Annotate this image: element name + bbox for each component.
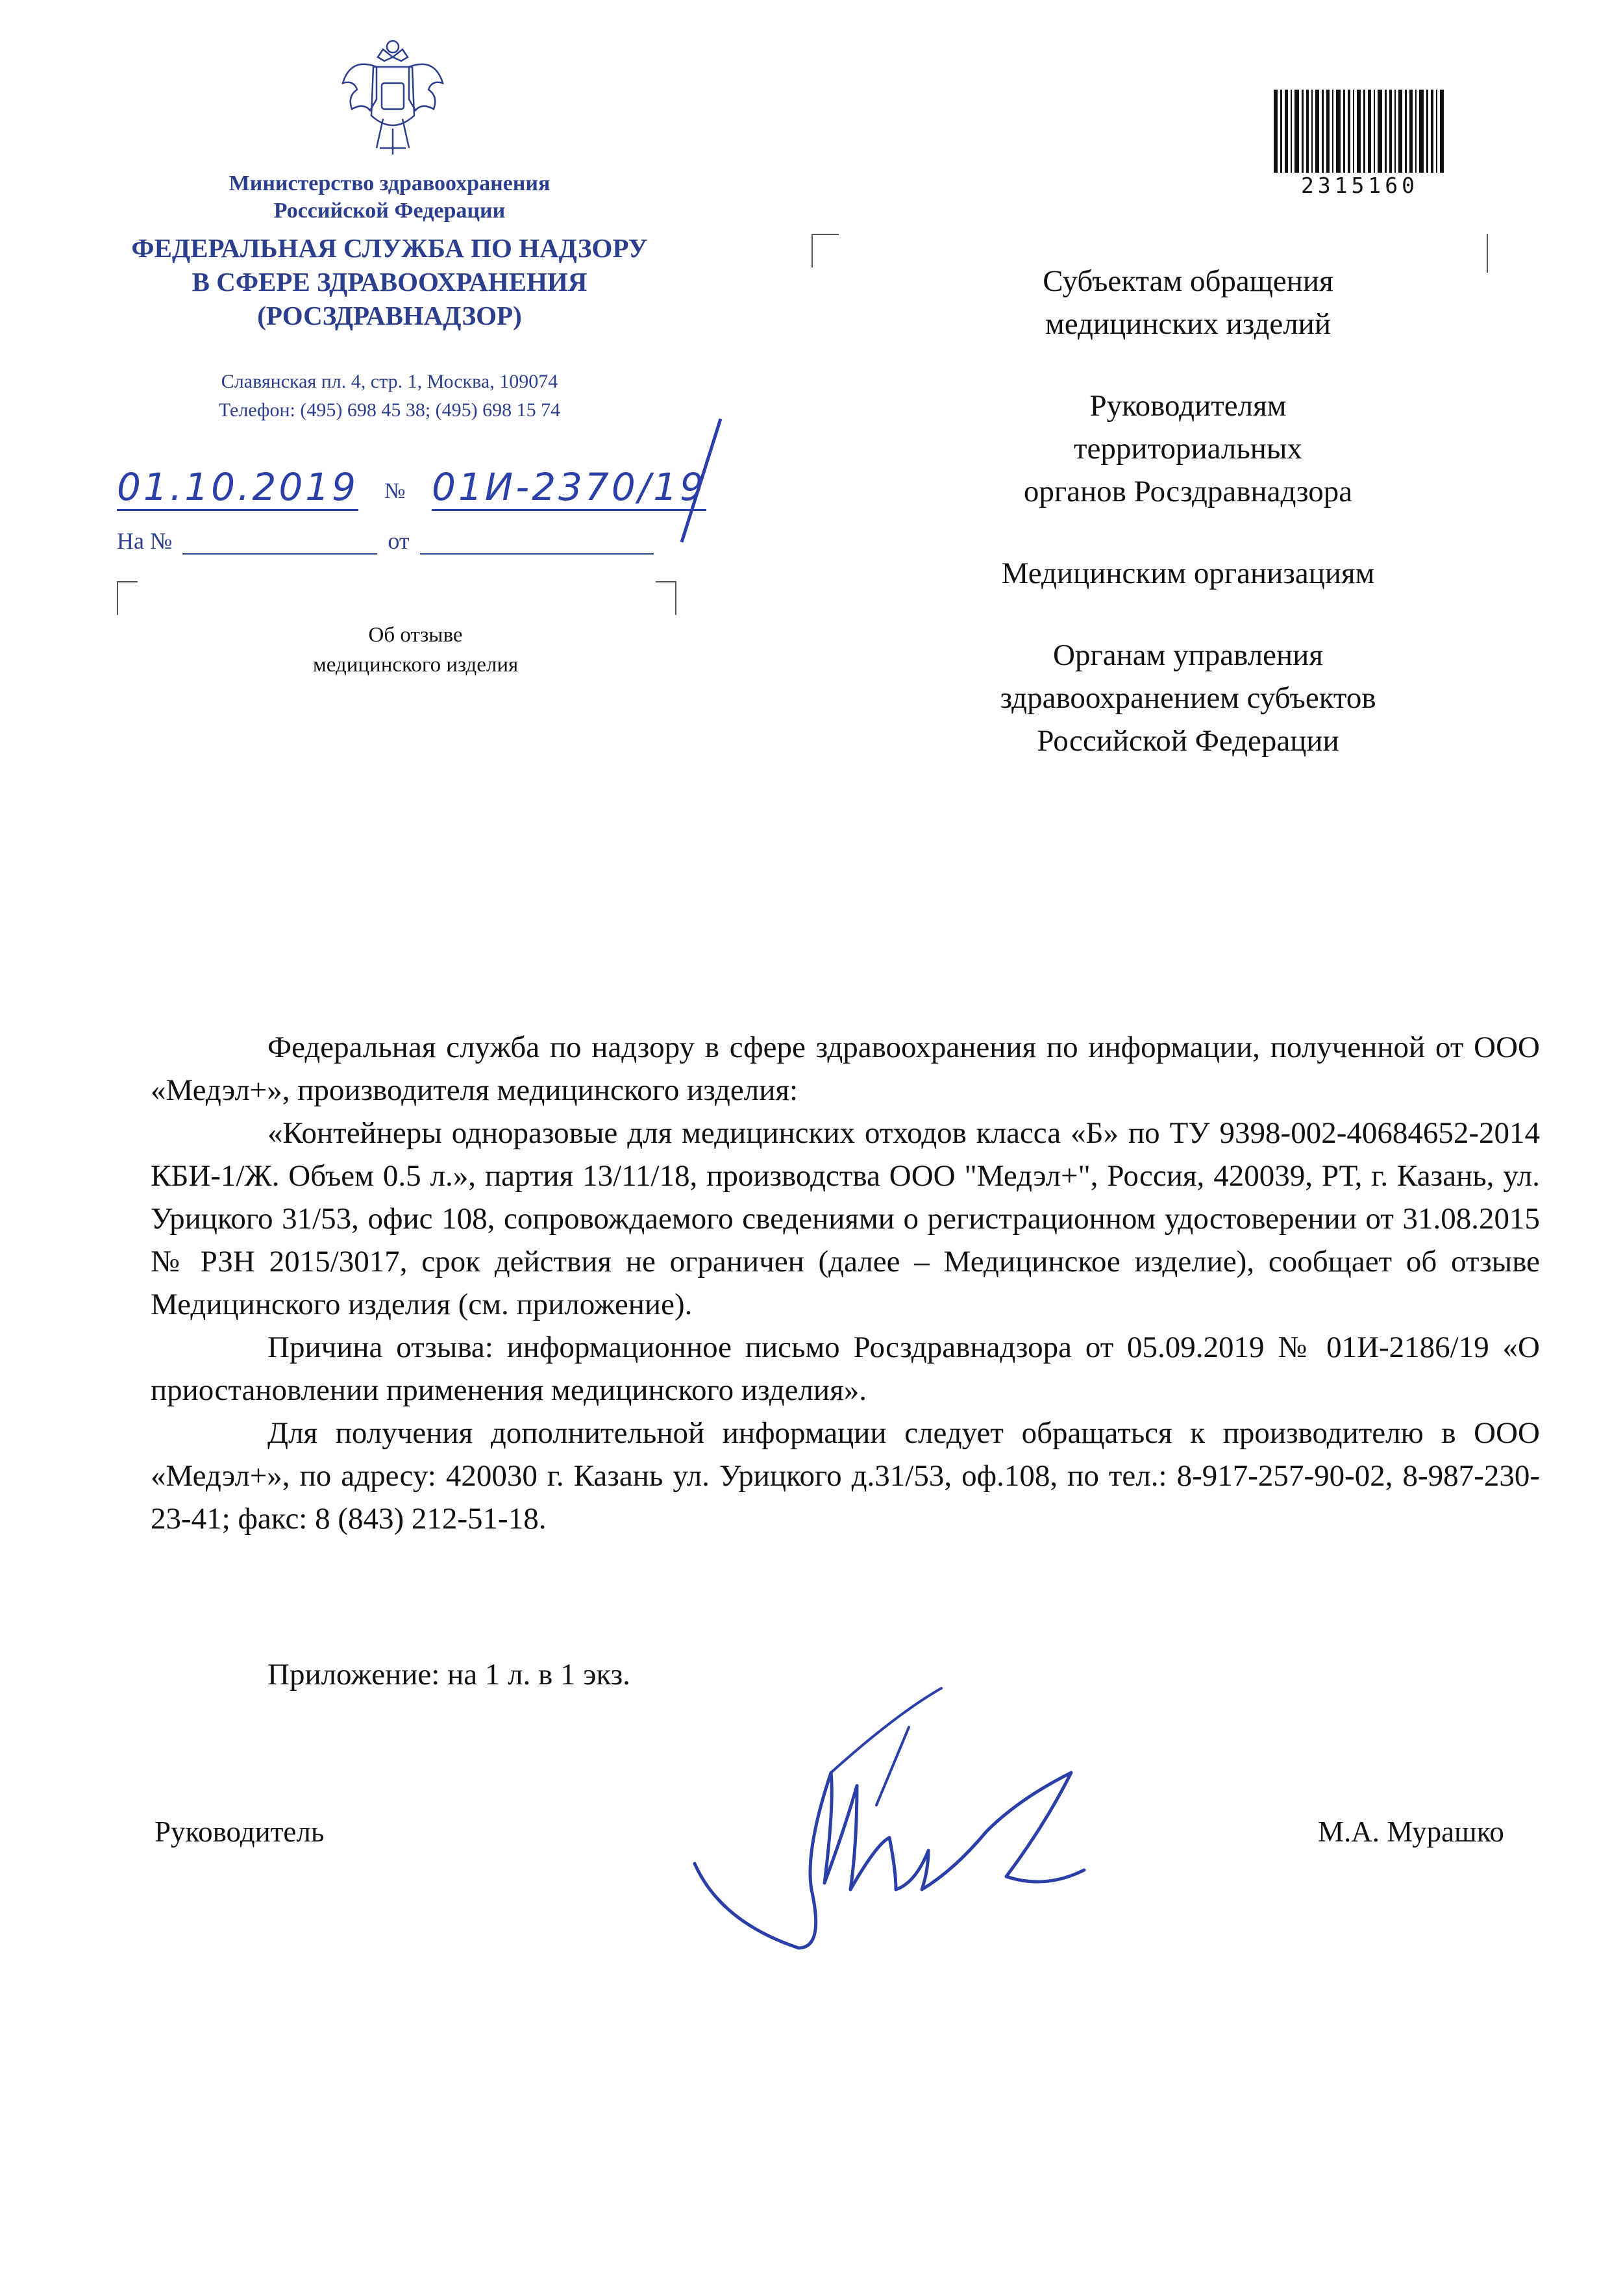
recipients-block	[863, 260, 1513, 801]
corner-mark	[656, 581, 676, 615]
body-paragraph: Для получения дополнительной информации следует обращаться к производителю в ООО «Медэл+», по адресу: 420030 г. Казань ул. Урицкого д.31/53, оф.108, по тел.: 8-917-257-90-02, 8-987-230-23-41; факс: 8 (843) 212-51-18.	[151, 1416, 1540, 1536]
agency-line: ФЕДЕРАЛЬНАЯ СЛУЖБА ПО НАДЗОРУ	[131, 233, 648, 263]
recipient-line: Субъектам обращения	[1043, 264, 1333, 298]
address-line: Славянская пл. 4, стр. 1, Москва, 109074	[221, 371, 558, 392]
attachment-note: Приложение: на 1 л. в 1 экз.	[267, 1658, 630, 1691]
number-sign: №	[384, 479, 406, 503]
recipient-line: Руководителям	[1089, 389, 1287, 423]
reply-to-label: На №	[117, 528, 173, 554]
recipient-line: медицинских изделий	[1045, 307, 1331, 341]
recipient-line: территориальных	[1073, 432, 1303, 466]
reply-reference-row	[117, 527, 701, 555]
body-paragraph: Федеральная служба по надзору в сфере здравоохранения по информации, полученной от ООО «Медэл+», производителя медицинского изделия:	[151, 1030, 1540, 1107]
recipient-group	[863, 552, 1513, 595]
agency-line: (РОСЗДРАВНАДЗОР)	[257, 301, 522, 331]
subject	[182, 620, 649, 680]
signatory-role: Руководитель	[155, 1816, 325, 1848]
recipient-line: здравоохранением субъектов	[1000, 681, 1376, 715]
recipient-line: Российской Федерации	[1037, 724, 1339, 758]
recipient-group	[863, 384, 1513, 513]
phone-line: Телефон: (495) 698 45 38; (495) 698 15 74	[218, 399, 561, 421]
barcode-icon	[1274, 90, 1446, 173]
barcode-number: 2315160	[1300, 173, 1419, 198]
reply-date-blank	[420, 530, 654, 555]
registration-number: 01И-2370/19	[432, 465, 706, 511]
reply-number-blank	[182, 530, 377, 555]
from-label: от	[388, 528, 410, 554]
handwritten-signature	[682, 1675, 1149, 1967]
subject-line: Об отзыве	[368, 623, 463, 647]
recipient-group	[863, 260, 1513, 345]
body-paragraph: «Контейнеры одноразовые для медицинских отходов класса «Б» по ТУ 9398-002-40684652-2014 КБИ-1/Ж. Объем 0.5 л.», партия 13/11/18, производства ООО "Медэл+", Россия, 420039, РТ, г. Казань, ул. Урицкого 31/53, офис 108, сопровождаемого сведениями о регистрационном удостоверении от 31.08.2015 № РЗН 2015/3017, срок действия не ограничен (далее – Медицинское изделие), сообщает об отзыве Медицинского изделия (см. приложение).	[151, 1116, 1540, 1321]
corner-mark	[811, 234, 839, 268]
ministry-line: Министерство здравоохранения	[229, 171, 551, 195]
recipient-line: Органам управления	[1053, 638, 1323, 672]
handwritten-slash-mark	[662, 416, 727, 545]
coat-of-arms-icon	[338, 38, 448, 158]
recipient-group	[863, 634, 1513, 762]
ministry-name	[162, 170, 617, 225]
body-paragraph: Причина отзыва: информационное письмо Росздравнадзора от 05.09.2019 № 01И-2186/19 «О приостановлении применения медицинского изделия».	[151, 1330, 1540, 1407]
agency-line: В СФЕРЕ ЗДРАВООХРАНЕНИЯ	[192, 267, 588, 297]
subject-line: медицинского изделия	[312, 653, 519, 677]
agency-name	[97, 231, 682, 332]
registration-date: 01.10.2019	[117, 465, 358, 511]
ministry-line: Российской Федерации	[273, 199, 506, 223]
corner-mark	[117, 581, 138, 615]
signatory-name: М.А. Мурашко	[1318, 1816, 1504, 1848]
recipient-line: органов Росздравнадзора	[1023, 475, 1353, 508]
letter-body	[151, 1026, 1540, 1540]
agency-address	[130, 368, 649, 425]
recipient-line: Медицинским организациям	[1001, 556, 1375, 590]
